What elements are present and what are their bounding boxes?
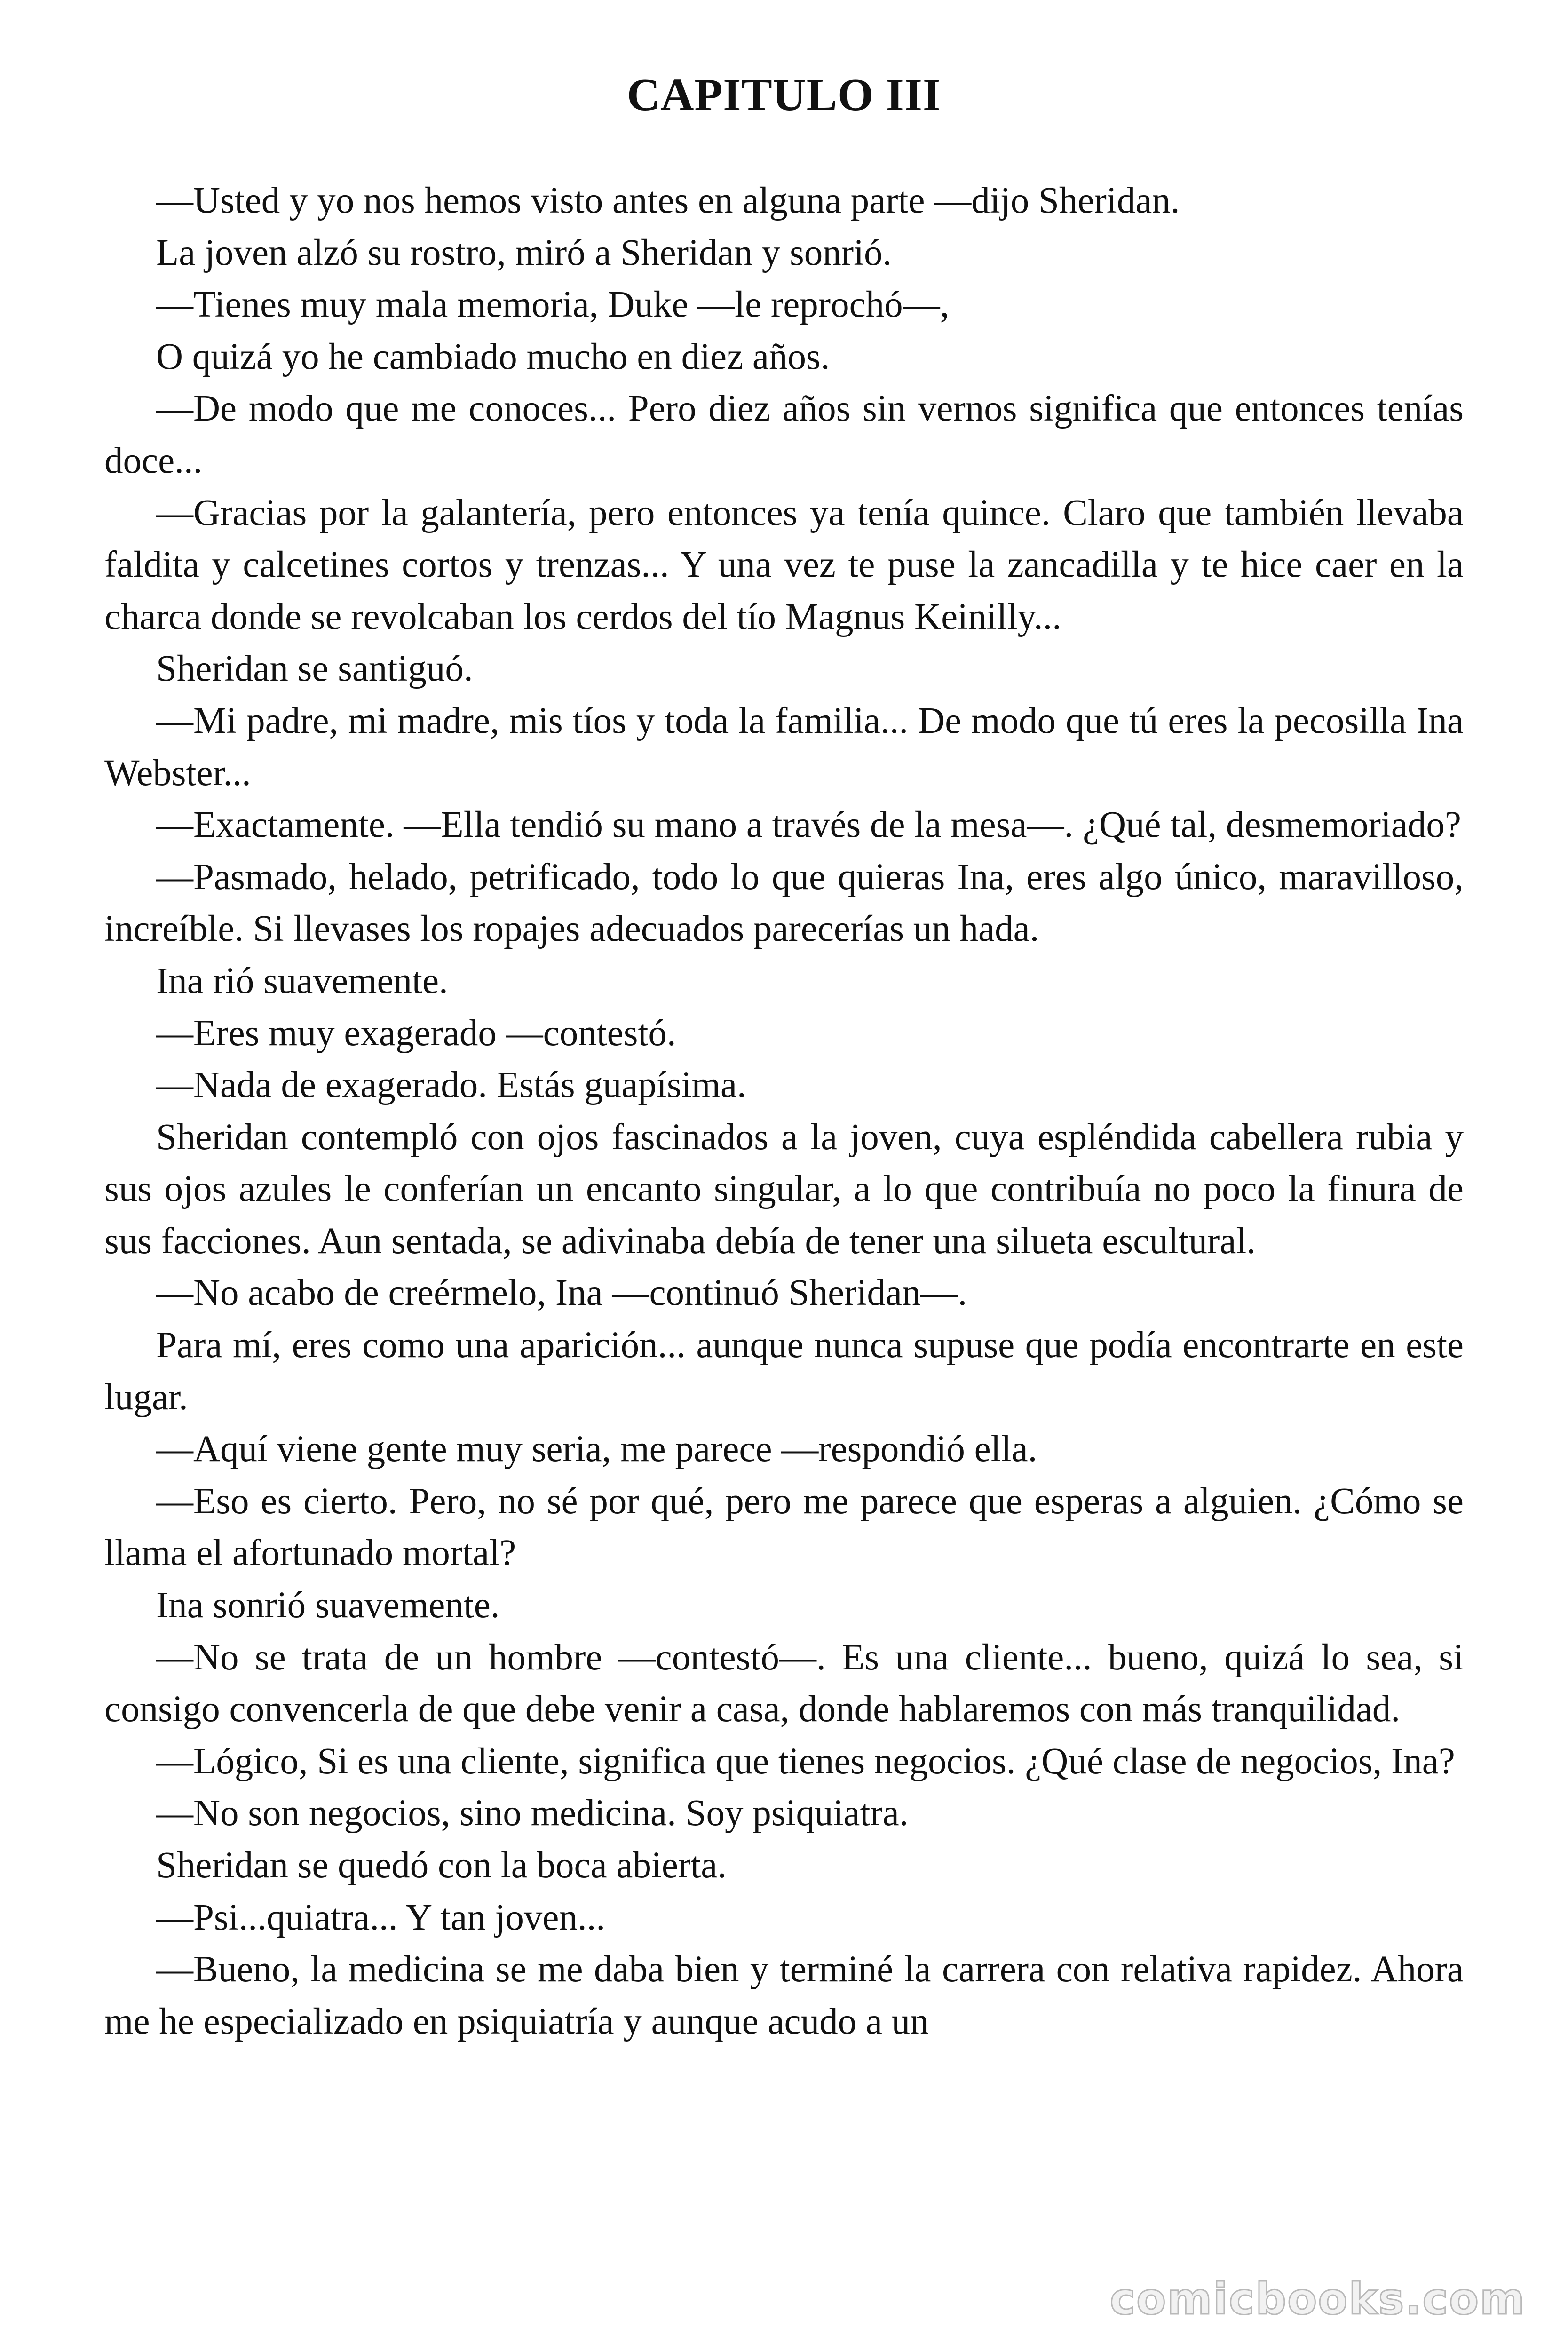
paragraph: Ina rió suavemente. (156, 960, 448, 1001)
paragraph: —No acabo de creérmelo, Ina —continuó Sheridan—. (156, 1272, 967, 1314)
paragraph: —Nada de exagerado. Estás guapísima. (156, 1065, 746, 1106)
paragraph: —Pasmado, helado, petrificado, todo lo que quieras Ina, eres algo único, maravilloso, increíble. Si llevases los ropajes adecuados parecerías un hada. (104, 856, 1464, 950)
paragraph: —Aquí viene gente muy seria, me parece —respondió ella. (156, 1429, 1037, 1470)
paragraph: Sheridan se santiguó. (156, 648, 473, 690)
paragraph: —Bueno, la medicina se me daba bien y terminé la carrera con relativa rapidez. Ahora me he especializado en psiquiatría y aunque acudo a un (104, 1949, 1464, 2042)
paragraph: La joven alzó su rostro, miró a Sheridan y sonrió. (156, 232, 892, 273)
paragraph: Para mí, eres como una aparición... aunque nunca supuse que podía encontrarte en este lugar. (104, 1325, 1464, 1418)
paragraph: Sheridan se quedó con la boca abierta. (156, 1845, 727, 1886)
paragraph: —Eres muy exagerado —contestó. (156, 1012, 676, 1054)
paragraph: —Usted y yo nos hemos visto antes en alguna parte —dijo Sheridan. (156, 180, 1180, 221)
text-body (104, 175, 1464, 2048)
paragraph: —No se trata de un hombre —contestó—. Es una cliente... bueno, quizá lo sea, si consigo convencerla de que debe venir a casa, donde hablaremos con más tranquilidad. (104, 1637, 1464, 1730)
chapter-title: CAPITULO III (626, 70, 942, 120)
paragraph: —No son negocios, sino medicina. Soy psiquiatra. (156, 1793, 909, 1834)
paragraph: —Exactamente. —Ella tendió su mano a través de la mesa—. ¿Qué tal, desmemoriado? (156, 804, 1461, 846)
paragraph: —Lógico, Si es una cliente, significa que tienes negocios. ¿Qué clase de negocios, Ina? (156, 1740, 1455, 1782)
paragraph: —Gracias por la galantería, pero entonces ya tenía quince. Claro que también llevaba faldita y calcetines cortos y trenzas... Y una vez te puse la zancadilla y te hice caer en la charca donde se revolcaban los cerdos del tío Magnus Keinilly... (104, 492, 1464, 637)
paragraph: —Mi padre, mi madre, mis tíos y toda la familia... De modo que tú eres la pecosilla Ina Webster... (104, 700, 1464, 794)
watermark: comicbooks.com (1109, 2274, 1526, 2324)
paragraph: —De modo que me conoces... Pero diez años sin vernos significa que entonces tenías doce... (104, 388, 1464, 481)
paragraph: —Psi...quiatra... Y tan joven... (156, 1897, 606, 1938)
paragraph: —Tienes muy mala memoria, Duke —le reprochó—, (156, 284, 950, 326)
paragraph: —Eso es cierto. Pero, no sé por qué, pero me parece que esperas a alguien. ¿Cómo se llama el afortunado mortal? (104, 1480, 1464, 1574)
paragraph: Ina sonrió suavemente. (156, 1585, 500, 1626)
paragraph: O quizá yo he cambiado mucho en diez años. (156, 336, 830, 377)
paragraph: Sheridan contempló con ojos fascinados a la joven, cuya espléndida cabellera rubia y sus ojos azules le conferían un encanto singular, a lo que contribuía no poco la finura de sus facciones. Aun sentada, se adivinaba debía de tener una silueta escultural. (104, 1116, 1464, 1262)
